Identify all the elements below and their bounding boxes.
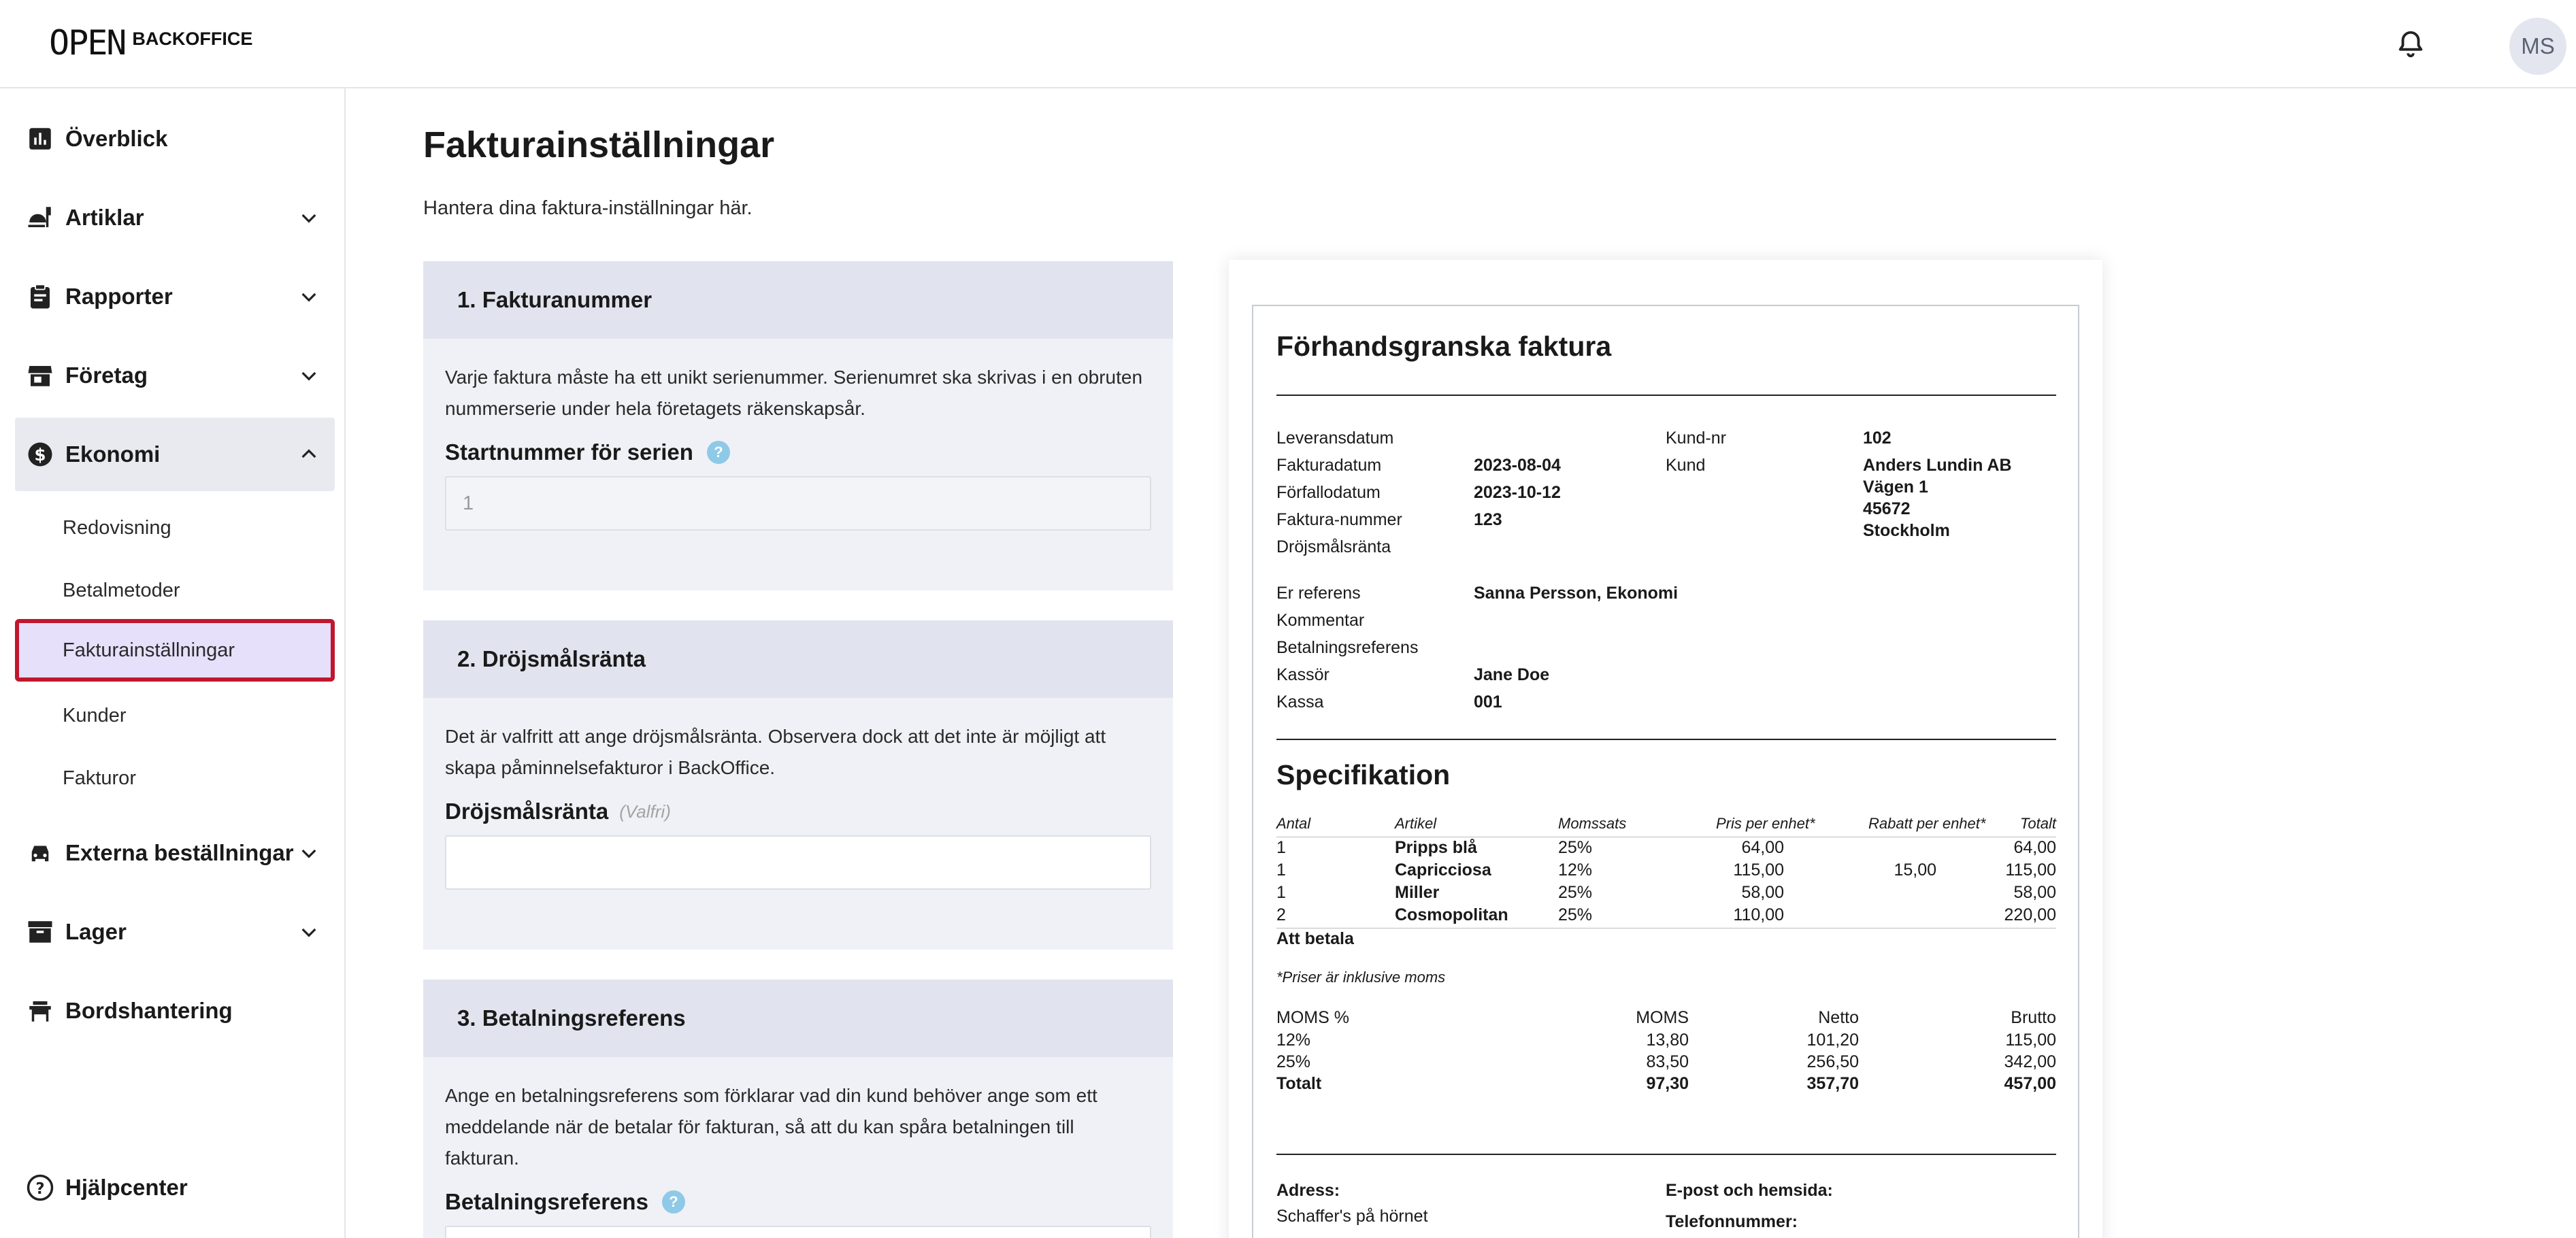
info-label: Leveransdatum <box>1276 429 1394 448</box>
vat-cell: 25% <box>1276 1052 1311 1071</box>
betalningsreferens-input[interactable] <box>445 1226 1151 1238</box>
sidebar-subitem-redovisning[interactable] <box>15 497 335 559</box>
food-icon <box>26 203 54 232</box>
field-label-text: Startnummer för serien <box>445 439 693 465</box>
kund-line: 45672 <box>1863 499 1911 518</box>
logo-mark: OPEN <box>49 23 126 63</box>
info-value: 2023-10-12 <box>1474 483 1561 502</box>
page-title: Fakturainställningar <box>423 124 775 165</box>
spec-cell: Cosmopolitan <box>1395 905 1508 924</box>
sidebar-item-rapporter[interactable] <box>15 260 335 333</box>
sidebar-item-label: Ekonomi <box>65 441 161 467</box>
spec-title: Specifikation <box>1276 759 1451 790</box>
sidebar-item-externa-bestallningar[interactable] <box>15 816 335 890</box>
section-drojsmalsranta <box>423 620 1173 950</box>
invoice-preview-card <box>1229 260 2102 1238</box>
spec-cell: 25% <box>1558 883 1593 902</box>
optional-hint: (Valfri) <box>619 801 671 822</box>
spec-cell: 58,00 <box>1741 883 1784 902</box>
spec-cell: Capricciosa <box>1395 860 1491 880</box>
chevron-down-icon <box>298 207 320 229</box>
spec-cell: 220,00 <box>2004 905 2056 924</box>
vat-cell: 12% <box>1276 1031 1311 1050</box>
sidebar-item-foretag[interactable] <box>15 339 335 412</box>
ref-label: Kommentar <box>1276 611 1365 630</box>
field-label-betalningsreferens <box>445 1189 1151 1215</box>
divider <box>1276 739 2056 740</box>
spec-cell: 25% <box>1558 905 1593 924</box>
sidebar-item-label: Överblick <box>65 126 168 151</box>
chevron-down-icon <box>298 365 320 386</box>
sidebar-subitem-fakturainstallningar[interactable] <box>15 619 335 682</box>
svg-text:$: $ <box>34 444 46 465</box>
startnummer-input[interactable]: 1 <box>445 476 1151 531</box>
section-betalningsreferens <box>423 980 1173 1238</box>
ref-label: Er referens <box>1276 584 1361 603</box>
info-label: Förfallodatum <box>1276 483 1381 502</box>
address-value: Schaffer's på hörnet <box>1276 1207 1428 1226</box>
price-note: *Priser är inklusive moms <box>1276 969 1446 986</box>
ref-value: Sanna Persson, Ekonomi <box>1474 584 1679 603</box>
section-heading: 1. Fakturanummer <box>423 261 1173 339</box>
spec-cell: 15,00 <box>1894 860 1936 880</box>
help-center-label: Hjälpcenter <box>65 1175 188 1200</box>
help-icon[interactable]: ? <box>707 441 730 464</box>
spec-header: Pris per enhet* <box>1716 815 1815 832</box>
vat-header: Netto <box>1818 1008 1859 1027</box>
chevron-down-icon <box>298 921 320 943</box>
spec-cell: 1 <box>1276 860 1286 880</box>
svg-text:?: ? <box>35 1180 45 1198</box>
vat-total-cell: 97,30 <box>1646 1074 1689 1093</box>
sidebar-subitem-betalmetoder[interactable] <box>15 559 335 622</box>
section-description: Varje faktura måste ha ett unikt serienummer. Serienumret ska skrivas i en obruten nummerserie under hela företagets räkenskapsår. <box>445 367 1143 419</box>
section-heading: 2. Dröjsmålsränta <box>423 620 1173 698</box>
section-description: Ange en betalningsreferens som förklarar vad din kund behöver ange som ett meddelande när de betalar för fakturan, så att du kan spåra betalningen till fakturan. <box>445 1085 1097 1169</box>
sidebar-item-label: Rapporter <box>65 284 173 309</box>
sidebar-item-overblick[interactable] <box>15 102 335 175</box>
sidebar-item-label: Bordshantering <box>65 998 233 1023</box>
address-label: Adress: <box>1276 1181 1340 1200</box>
ref-value: Jane Doe <box>1474 665 1550 684</box>
sidebar-subitem-kunder[interactable] <box>15 684 335 747</box>
kund-line: Stockholm <box>1863 521 1950 540</box>
spec-cell: 2 <box>1276 905 1286 924</box>
spec-cell: Pripps blå <box>1395 838 1477 857</box>
sidebar-item-bordshantering[interactable] <box>15 974 335 1048</box>
spec-header: Antal <box>1276 815 1311 832</box>
sidebar-subitem-label: Kunder <box>63 704 127 726</box>
vat-cell: 101,20 <box>1806 1031 1859 1050</box>
vat-cell: 115,00 <box>2005 1031 2056 1050</box>
att-betala-label: Att betala <box>1276 929 1354 948</box>
vat-cell: 256,50 <box>1806 1052 1859 1071</box>
chevron-down-icon <box>298 286 320 307</box>
ref-label: Betalningsreferens <box>1276 638 1419 657</box>
spec-header: Artikel <box>1395 815 1437 832</box>
vat-cell: 342,00 <box>2004 1052 2056 1071</box>
sidebar-item-artiklar[interactable] <box>15 181 335 254</box>
chevron-down-icon <box>298 842 320 864</box>
page-subtitle: Hantera dina faktura-inställningar här. <box>423 197 753 219</box>
spec-header: Totalt <box>2019 815 2056 832</box>
archive-icon <box>26 918 54 946</box>
chevron-up-icon <box>298 444 320 465</box>
phone-label: Telefonnummer: <box>1666 1212 1798 1231</box>
field-label-startnummer <box>445 439 1151 465</box>
spec-cell: 1 <box>1276 838 1286 857</box>
info-label: Faktura-nummer <box>1276 510 1402 529</box>
ref-value: 001 <box>1474 692 1502 712</box>
section-heading: 3. Betalningsreferens <box>423 980 1173 1057</box>
vat-cell: 13,80 <box>1646 1031 1689 1050</box>
kund-line: Vägen 1 <box>1863 478 1928 497</box>
info-label: Fakturadatum <box>1276 456 1382 475</box>
car-icon <box>26 839 54 867</box>
field-label-text: Betalningsreferens <box>445 1189 648 1214</box>
vat-cell: 83,50 <box>1646 1052 1689 1071</box>
sidebar-item-label: Företag <box>65 363 148 388</box>
clipboard-icon <box>26 282 54 311</box>
spec-cell: 110,00 <box>1733 905 1784 924</box>
kundnr-label: Kund-nr <box>1666 429 1726 448</box>
ref-label: Kassa <box>1276 692 1324 712</box>
sidebar <box>0 88 346 1238</box>
vat-header: MOMS <box>1636 1008 1689 1027</box>
info-label: Dröjsmålsränta <box>1276 537 1391 556</box>
notification-bell-icon[interactable] <box>2395 29 2426 60</box>
sidebar-subitem-label: Fakturainställningar <box>63 639 235 661</box>
vat-total-cell: 457,00 <box>2004 1074 2056 1093</box>
section-fakturanummer <box>423 261 1173 590</box>
spec-cell: 1 <box>1276 883 1286 902</box>
drojsmalsranta-input[interactable] <box>445 835 1151 890</box>
sidebar-item-label: Externa beställningar <box>65 840 294 865</box>
logo-text: BACKOFFICE <box>132 29 253 49</box>
spec-cell: 115,00 <box>2005 860 2056 880</box>
info-value: 123 <box>1474 510 1502 529</box>
spec-cell: 25% <box>1558 838 1593 857</box>
vat-header: MOMS % <box>1276 1008 1349 1027</box>
avatar[interactable]: MS <box>2509 18 2566 75</box>
help-circle-icon <box>26 1173 54 1202</box>
spec-cell: Miller <box>1395 883 1440 902</box>
help-icon[interactable]: ? <box>662 1190 685 1214</box>
spec-header: Rabatt per enhet* <box>1868 815 1986 832</box>
chart-icon <box>26 124 54 153</box>
store-icon <box>26 361 54 390</box>
top-bar <box>0 0 2576 88</box>
table-icon <box>26 997 54 1025</box>
dollar-circle-icon <box>26 440 54 469</box>
email-label: E-post och hemsida: <box>1666 1181 1833 1200</box>
field-label-drojsmalsranta <box>445 799 1151 824</box>
sidebar-subitem-label: Betalmetoder <box>63 579 180 601</box>
ref-label: Kassör <box>1276 665 1330 684</box>
sidebar-subitem-label: Redovisning <box>63 516 171 539</box>
help-center-link[interactable] <box>15 1151 335 1224</box>
invoice-preview <box>1252 305 2079 1238</box>
vat-total-cell: 357,70 <box>1806 1074 1859 1093</box>
field-label-text: Dröjsmålsränta <box>445 799 609 824</box>
sidebar-item-label: Lager <box>65 919 127 944</box>
spec-cell: 115,00 <box>1733 860 1784 880</box>
logo[interactable] <box>49 23 253 63</box>
kund-label: Kund <box>1666 456 1706 475</box>
spec-cell: 58,00 <box>2013 883 2056 902</box>
section-description: Det är valfritt att ange dröjsmålsränta. Observera dock att det inte är möjligt att skapa påminnelsefakturor i BackOffice. <box>445 726 1106 778</box>
divider <box>1276 395 2056 396</box>
sidebar-subitem-label: Fakturor <box>63 767 136 789</box>
spec-header: Momssats <box>1558 815 1627 832</box>
sidebar-item-lager[interactable] <box>15 895 335 969</box>
vat-header: Brutto <box>2011 1008 2056 1027</box>
sidebar-item-ekonomi[interactable] <box>15 418 335 491</box>
vat-total-cell: Totalt <box>1276 1074 1322 1093</box>
info-value: 2023-08-04 <box>1474 456 1561 475</box>
kund-line: Anders Lundin AB <box>1863 456 2012 475</box>
sidebar-subitem-fakturor[interactable] <box>15 747 335 809</box>
spec-cell: 64,00 <box>1741 838 1784 857</box>
preview-title: Förhandsgranska faktura <box>1276 331 1612 362</box>
sidebar-item-label: Artiklar <box>65 205 144 230</box>
spec-cell: 64,00 <box>2013 838 2056 857</box>
spec-cell: 12% <box>1558 860 1593 880</box>
divider <box>1276 1154 2056 1155</box>
kundnr-value: 102 <box>1863 429 1892 448</box>
